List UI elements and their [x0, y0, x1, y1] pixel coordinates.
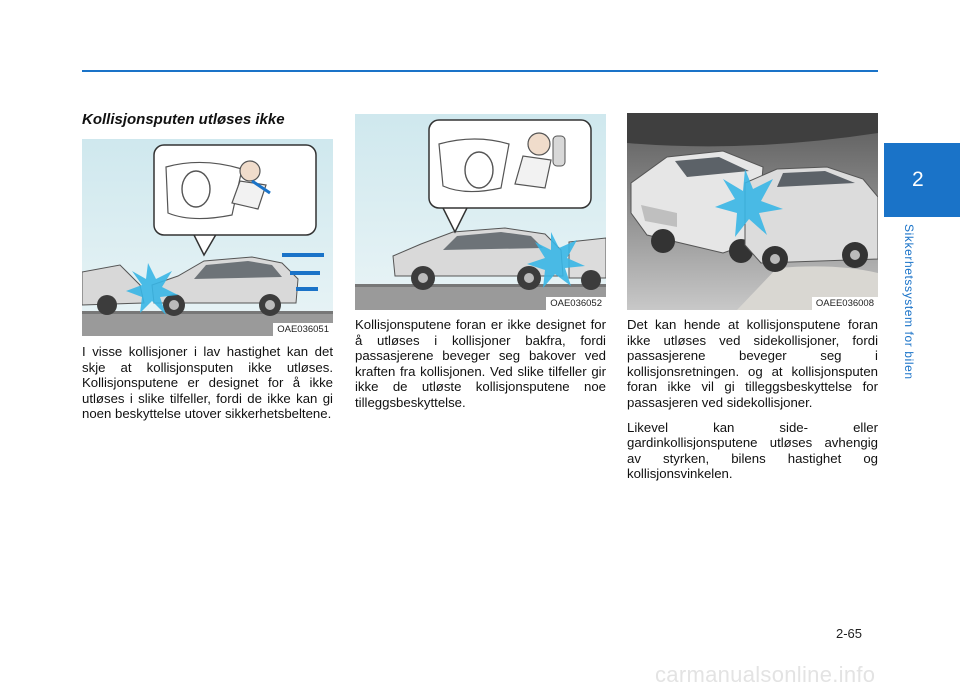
chapter-label — [897, 224, 919, 384]
page-number: 2-65 — [836, 626, 863, 641]
figure-rear-collision — [355, 114, 606, 310]
figure-code: OAE036052 — [546, 297, 606, 310]
front-collision-illustration — [82, 139, 333, 336]
watermark: carmanualsonline.info — [655, 662, 876, 687]
rear-collision-illustration — [355, 114, 606, 310]
paragraph: Likevel kan side- eller gardinkollisjonsputene utløses avhengig av styrken, bilens hastighet og kollisjonsvinkelen. — [627, 419, 878, 482]
chapter-number: 2 — [912, 168, 924, 191]
figure-code: OAE036051 — [273, 323, 333, 336]
paragraph: I visse kollisjoner i lav hastighet kan det skje at kollisjonsputen ikke utløses. Kollisjonsputene er designet for å ikke utløses i slike tilfeller, fordi de ikke kan gi noen beskyttelse utover sikkerhetsbeltene. — [82, 344, 333, 422]
chapter-tab — [884, 143, 960, 217]
figure-front-collision — [82, 139, 333, 336]
section-title: Kollisjonsputen utløses ikke — [82, 111, 285, 128]
header-rule — [82, 70, 878, 72]
side-collision-illustration — [627, 113, 878, 310]
column-2-text — [355, 317, 606, 420]
paragraph: Det kan hende at kollisjonsputene foran ikke utløses ved sidekollisjoner, fordi passasjerene beveger seg i kollisjonsretningen. og at kollisjonsputen foran ikke vil gi tilleggsbeskyttelse for passasjeren ved sidekollisjoner. — [627, 317, 878, 410]
column-3-text — [627, 317, 878, 491]
figure-side-collision — [627, 113, 878, 310]
paragraph: Kollisjonsputene foran er ikke designet for å utløses i kollisjoner bakfra, fordi passasjerene beveger seg bakover ved kraften fra kollisjonen. Ved slike tilfeller gir ikke de utløste kollisjonsputene noe tilleggsbeskyttelse. — [355, 317, 606, 410]
chapter-label-text: Sikkerhetssystem for bilen — [902, 224, 916, 380]
column-1-text — [82, 344, 333, 431]
figure-code: OAEE036008 — [812, 297, 878, 310]
